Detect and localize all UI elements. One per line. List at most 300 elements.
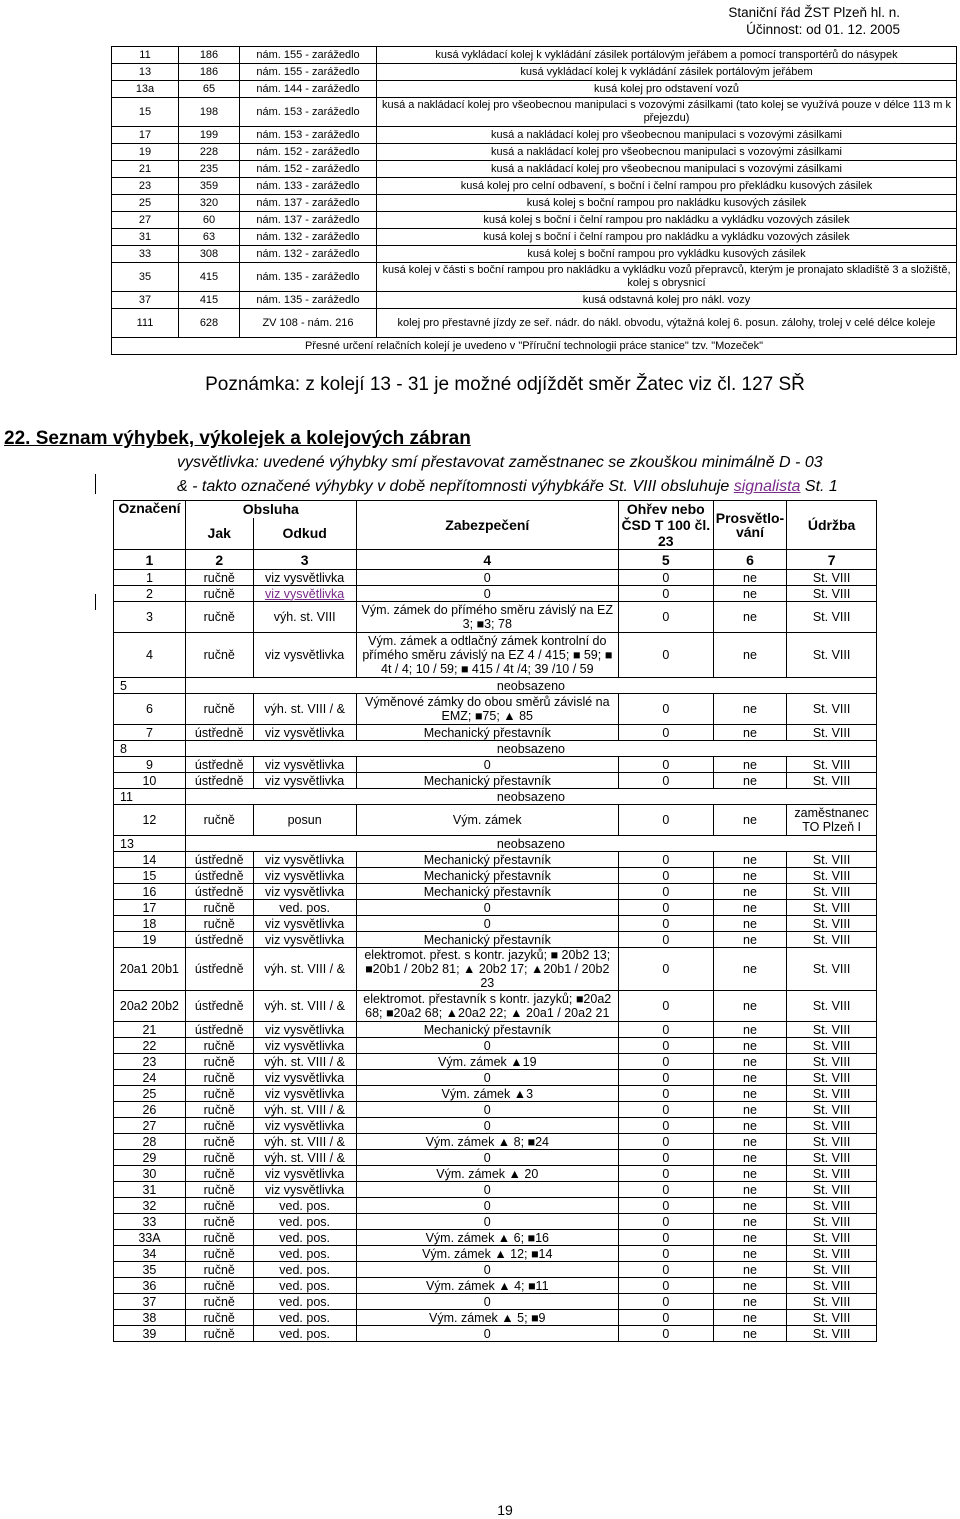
track-number: 19: [112, 144, 179, 161]
operation-from: viz vysvětlivka: [253, 868, 356, 884]
track-purpose: kusá a nakládací kolej pro všeobecnou manipulaci s vozovými zásilkami: [377, 144, 957, 161]
col-oznaceni: Označení: [114, 501, 186, 550]
lighting: ne: [713, 1326, 786, 1342]
maintenance: St. VIII: [787, 1326, 877, 1342]
operation-from: viz vysvětlivka: [253, 1118, 356, 1134]
lighting: ne: [713, 1310, 786, 1326]
lighting: ne: [713, 1070, 786, 1086]
track-length: 235: [179, 161, 240, 178]
lighting: ne: [713, 1102, 786, 1118]
interlocking: 0: [356, 1262, 618, 1278]
operation-from: ved. pos.: [253, 1294, 356, 1310]
col-udrzba: Údržba: [787, 501, 877, 550]
track-boundary: nám. 132 - zarážedlo: [240, 229, 377, 246]
operation-from: výh. st. VIII / &: [253, 991, 356, 1022]
track-length: 199: [179, 127, 240, 144]
track-number: 15: [112, 98, 179, 127]
maintenance: St. VIII: [787, 1182, 877, 1198]
maintenance: St. VIII: [787, 1166, 877, 1182]
track-boundary: nám. 133 - zarážedlo: [240, 178, 377, 195]
switches-table: [113, 500, 877, 1342]
switch-id: 23: [114, 1054, 186, 1070]
tracks-footer: Přesné určení relačních kolejí je uvedeno v "Příruční technologii práce stanice" tzv. "Mozeček": [112, 338, 957, 355]
operation-from: viz vysvětlivka: [253, 1022, 356, 1038]
switch-row: [114, 1310, 877, 1326]
interlocking: Mechanický přestavník: [356, 1022, 618, 1038]
maintenance: St. VIII: [787, 1086, 877, 1102]
interlocking: 0: [356, 1294, 618, 1310]
heating: 0: [618, 773, 713, 789]
operation-how: ručně: [185, 916, 253, 932]
lighting: ne: [713, 1038, 786, 1054]
heating: 0: [618, 694, 713, 725]
interlocking: 0: [356, 1070, 618, 1086]
header-effective-date: Účinnost: od 01. 12. 2005: [746, 22, 900, 37]
operation-from: výh. st. VIII / &: [253, 1102, 356, 1118]
signalista-link[interactable]: signalista: [733, 478, 801, 495]
operation-from: ved. pos.: [253, 1246, 356, 1262]
heating: 0: [618, 932, 713, 948]
track-row: [112, 229, 957, 246]
interlocking: Výměnové zámky do obou směrů závislé na EMZ; ■75; ▲ 85: [356, 694, 618, 725]
track-number: 11: [112, 47, 179, 64]
switch-row: [114, 1086, 877, 1102]
track-length: 63: [179, 229, 240, 246]
maintenance: St. VIII: [787, 1070, 877, 1086]
maintenance: St. VIII: [787, 1214, 877, 1230]
operation-how: ručně: [185, 694, 253, 725]
heating: 0: [618, 586, 713, 602]
heating: 0: [618, 1326, 713, 1342]
maintenance: St. VIII: [787, 868, 877, 884]
column-number: 5: [618, 550, 713, 570]
track-number: 37: [112, 292, 179, 309]
operation-from: ved. pos.: [253, 1214, 356, 1230]
heating: 0: [618, 1182, 713, 1198]
maintenance: St. VIII: [787, 1246, 877, 1262]
tracks-table: [111, 46, 957, 355]
switch-id: 4: [114, 633, 186, 678]
operation-from: viz vysvětlivka: [253, 725, 356, 741]
track-length: 415: [179, 263, 240, 292]
operation-from: výh. st. VIII: [253, 602, 356, 633]
interlocking: Vým. zámek ▲ 12; ■14: [356, 1246, 618, 1262]
operation-from: ved. pos.: [253, 1262, 356, 1278]
track-length: 186: [179, 64, 240, 81]
switch-id: 28: [114, 1134, 186, 1150]
track-number: 27: [112, 212, 179, 229]
track-purpose: kusá vykládací kolej k vykládání zásilek portálovým jeřábem: [377, 64, 957, 81]
maintenance: St. VIII: [787, 1230, 877, 1246]
heating: 0: [618, 570, 713, 586]
track-purpose: kusá a nakládací kolej pro všeobecnou manipulaci s vozovými zásilkami: [377, 127, 957, 144]
track-row: [112, 263, 957, 292]
maintenance: St. VIII: [787, 602, 877, 633]
column-number: 7: [787, 550, 877, 570]
track-boundary: nám. 152 - zarážedlo: [240, 161, 377, 178]
switch-row: [114, 932, 877, 948]
heating: 0: [618, 1262, 713, 1278]
track-purpose: kusá kolej s boční rampou pro nakládku kusových zásilek: [377, 195, 957, 212]
heating: 0: [618, 1102, 713, 1118]
switch-id: 20a2 20b2: [114, 991, 186, 1022]
interlocking: 0: [356, 1182, 618, 1198]
switch-id: 6: [114, 694, 186, 725]
heating: 0: [618, 1166, 713, 1182]
lighting: ne: [713, 852, 786, 868]
unoccupied-label: neobsazeno: [185, 741, 876, 757]
switch-id: 3: [114, 602, 186, 633]
track-row: [112, 212, 957, 229]
operation-from: výh. st. VIII / &: [253, 948, 356, 991]
heating: 0: [618, 852, 713, 868]
interlocking: Vým. zámek ▲ 6; ■16: [356, 1230, 618, 1246]
track-boundary: nám. 155 - zarážedlo: [240, 64, 377, 81]
operation-from: viz vysvětlivka: [253, 586, 356, 602]
change-bar: [95, 474, 96, 494]
switch-row: [114, 868, 877, 884]
lighting: ne: [713, 805, 786, 836]
track-boundary: nám. 153 - zarážedlo: [240, 98, 377, 127]
lighting: ne: [713, 1294, 786, 1310]
switch-id: 29: [114, 1150, 186, 1166]
track-number: 17: [112, 127, 179, 144]
switch-row: [114, 694, 877, 725]
switch-id: 26: [114, 1102, 186, 1118]
interlocking: Mechanický přestavník: [356, 932, 618, 948]
operation-how: ústředně: [185, 932, 253, 948]
switch-row: [114, 1326, 877, 1342]
interlocking: Vým. zámek do přímého směru závislý na EZ 3; ■3; 78: [356, 602, 618, 633]
operation-how: ručně: [185, 1310, 253, 1326]
track-purpose: kusá kolej s boční i čelní rampou pro nakládku a vykládku vozových zásilek: [377, 212, 957, 229]
operation-from: viz vysvětlivka: [253, 773, 356, 789]
switch-row: [114, 1278, 877, 1294]
operation-how: ústředně: [185, 757, 253, 773]
switch-id: 7: [114, 725, 186, 741]
interlocking: Vým. zámek ▲19: [356, 1054, 618, 1070]
operation-from: viz vysvětlivka: [253, 633, 356, 678]
heating: 0: [618, 757, 713, 773]
operation-how: ústředně: [185, 773, 253, 789]
heating: 0: [618, 884, 713, 900]
switch-row: [114, 1294, 877, 1310]
lighting: ne: [713, 725, 786, 741]
heating: 0: [618, 1086, 713, 1102]
lighting: ne: [713, 1054, 786, 1070]
heating: 0: [618, 1278, 713, 1294]
lighting: ne: [713, 570, 786, 586]
lighting: ne: [713, 1150, 786, 1166]
column-number: 2: [185, 550, 253, 570]
interlocking: elektromot. přest. s kontr. jazyků; ■ 20b2 13; ■20b1 / 20b2 81; ▲ 20b2 17; ▲20b1 / 20b2 23: [356, 948, 618, 991]
switch-id: 9: [114, 757, 186, 773]
lighting: ne: [713, 1246, 786, 1262]
operation-how: ručně: [185, 1230, 253, 1246]
heating: 0: [618, 1214, 713, 1230]
track-row: [112, 81, 957, 98]
operation-how: ručně: [185, 805, 253, 836]
track-purpose: kusá a nakládací kolej pro všeobecnou manipulaci s vozovými zásilkami (tato kolej se využívá pouze v délce 113 m k přejezdu): [377, 98, 957, 127]
lighting: ne: [713, 1022, 786, 1038]
track-number: 13a: [112, 81, 179, 98]
operation-how: ústředně: [185, 991, 253, 1022]
operation-from: posun: [253, 805, 356, 836]
lighting: ne: [713, 1118, 786, 1134]
track-boundary: nám. 135 - zarážedlo: [240, 263, 377, 292]
lighting: ne: [713, 1230, 786, 1246]
switch-id: 39: [114, 1326, 186, 1342]
column-number: 3: [253, 550, 356, 570]
heating: 0: [618, 805, 713, 836]
column-number: 1: [114, 550, 186, 570]
explanation-line-2: [177, 478, 838, 496]
maintenance: St. VIII: [787, 1278, 877, 1294]
track-number: 23: [112, 178, 179, 195]
operation-how: ručně: [185, 1038, 253, 1054]
lighting: ne: [713, 991, 786, 1022]
lighting: ne: [713, 1182, 786, 1198]
maintenance: St. VIII: [787, 1150, 877, 1166]
operation-from: viz vysvětlivka: [253, 757, 356, 773]
operation-from: ved. pos.: [253, 1198, 356, 1214]
maintenance: St. VIII: [787, 852, 877, 868]
track-number: 111: [112, 309, 179, 338]
col-prosvetlovani: Prosvětlo-vání: [713, 501, 786, 550]
interlocking: Vým. zámek ▲ 4; ■11: [356, 1278, 618, 1294]
maintenance: St. VIII: [787, 1294, 877, 1310]
track-row: [112, 292, 957, 309]
operation-how: ručně: [185, 602, 253, 633]
switch-row: [114, 991, 877, 1022]
maintenance: St. VIII: [787, 773, 877, 789]
operation-how: ručně: [185, 1182, 253, 1198]
track-boundary: nám. 137 - zarážedlo: [240, 212, 377, 229]
col-ohrev: Ohřev nebo ČSD T 100 čl. 23: [618, 501, 713, 550]
switch-row: [114, 884, 877, 900]
interlocking: Vým. zámek ▲3: [356, 1086, 618, 1102]
maintenance: St. VIII: [787, 948, 877, 991]
heating: 0: [618, 991, 713, 1022]
track-number: 35: [112, 263, 179, 292]
heating: 0: [618, 1246, 713, 1262]
switch-id: 35: [114, 1262, 186, 1278]
switch-id: 37: [114, 1294, 186, 1310]
heating: 0: [618, 1198, 713, 1214]
track-row: [112, 195, 957, 212]
lighting: ne: [713, 602, 786, 633]
track-row: [112, 246, 957, 263]
switch-row: [114, 570, 877, 586]
page-header: [728, 4, 900, 38]
heating: 0: [618, 1294, 713, 1310]
track-boundary: ZV 108 - nám. 216: [240, 309, 377, 338]
lighting: ne: [713, 586, 786, 602]
track-purpose: kusá kolej s boční rampou pro vykládku kusových zásilek: [377, 246, 957, 263]
maintenance: St. VIII: [787, 633, 877, 678]
switch-id: 33: [114, 1214, 186, 1230]
switch-row: [114, 1166, 877, 1182]
interlocking: Vým. zámek: [356, 805, 618, 836]
switch-id: 30: [114, 1166, 186, 1182]
maintenance: St. VIII: [787, 884, 877, 900]
interlocking: elektromot. přestavník s kontr. jazyků; ■20a2 68; ■20a2 68; ▲20a2 22; ▲ 20a1 / 20a2 21: [356, 991, 618, 1022]
operation-from: viz vysvětlivka: [253, 1166, 356, 1182]
heating: 0: [618, 1070, 713, 1086]
switch-row: [114, 789, 877, 805]
interlocking: 0: [356, 900, 618, 916]
change-bar: [95, 594, 96, 610]
switch-row: [114, 773, 877, 789]
switch-id: 10: [114, 773, 186, 789]
operation-how: ručně: [185, 1294, 253, 1310]
operation-how: ručně: [185, 1246, 253, 1262]
operation-how: ručně: [185, 1134, 253, 1150]
switch-id: 2: [114, 586, 186, 602]
switch-row: [114, 1054, 877, 1070]
operation-from: viz vysvětlivka: [253, 852, 356, 868]
switch-id: 15: [114, 868, 186, 884]
lighting: ne: [713, 757, 786, 773]
switch-id: 1: [114, 570, 186, 586]
track-row: [112, 161, 957, 178]
switch-row: [114, 1198, 877, 1214]
track-boundary: nám. 155 - zarážedlo: [240, 47, 377, 64]
maintenance: St. VIII: [787, 1118, 877, 1134]
operation-how: ručně: [185, 1150, 253, 1166]
maintenance: St. VIII: [787, 1022, 877, 1038]
switch-id: 8: [114, 741, 186, 757]
operation-how: ručně: [185, 900, 253, 916]
switch-id: 21: [114, 1022, 186, 1038]
note: Poznámka: z kolejí 13 - 31 je možné odjíždět směr Žatec viz čl. 127 SŘ: [205, 374, 805, 395]
track-row: [112, 47, 957, 64]
interlocking: 0: [356, 586, 618, 602]
switch-id: 32: [114, 1198, 186, 1214]
track-length: 628: [179, 309, 240, 338]
operation-from: výh. st. VIII / &: [253, 1134, 356, 1150]
maintenance: St. VIII: [787, 932, 877, 948]
heating: 0: [618, 948, 713, 991]
lighting: ne: [713, 884, 786, 900]
track-number: 31: [112, 229, 179, 246]
lighting: ne: [713, 1198, 786, 1214]
interlocking: 0: [356, 1102, 618, 1118]
operation-how: ústředně: [185, 1022, 253, 1038]
switch-row: [114, 1038, 877, 1054]
col-obsluha: Obsluha: [185, 501, 356, 518]
switch-id: 38: [114, 1310, 186, 1326]
switch-row: [114, 757, 877, 773]
interlocking: 0: [356, 757, 618, 773]
switch-row: [114, 805, 877, 836]
col-zabezpeceni: Zabezpečení: [356, 501, 618, 550]
heating: 0: [618, 1038, 713, 1054]
operation-how: ústředně: [185, 725, 253, 741]
interlocking: 0: [356, 916, 618, 932]
interlocking: 0: [356, 1326, 618, 1342]
interlocking: Vým. zámek ▲ 20: [356, 1166, 618, 1182]
switch-row: [114, 1134, 877, 1150]
track-boundary: nám. 132 - zarážedlo: [240, 246, 377, 263]
switch-id: 18: [114, 916, 186, 932]
operation-how: ručně: [185, 1214, 253, 1230]
track-number: 21: [112, 161, 179, 178]
heating: 0: [618, 725, 713, 741]
col-odkud: Odkud: [253, 518, 356, 550]
switch-row: [114, 1070, 877, 1086]
operation-from: ved. pos.: [253, 1278, 356, 1294]
track-length: 186: [179, 47, 240, 64]
interlocking: Vým. zámek ▲ 5; ■9: [356, 1310, 618, 1326]
interlocking: Mechanický přestavník: [356, 884, 618, 900]
lighting: ne: [713, 916, 786, 932]
lighting: ne: [713, 900, 786, 916]
switch-id: 24: [114, 1070, 186, 1086]
lighting: ne: [713, 1166, 786, 1182]
operation-from: ved. pos.: [253, 1310, 356, 1326]
heating: 0: [618, 602, 713, 633]
track-purpose: kusá kolej pro celní odbavení, s boční i čelní rampou pro překládku kusových zásilek: [377, 178, 957, 195]
heating: 0: [618, 633, 713, 678]
interlocking: Mechanický přestavník: [356, 852, 618, 868]
operation-how: ústředně: [185, 948, 253, 991]
switch-row: [114, 1022, 877, 1038]
track-boundary: nám. 153 - zarážedlo: [240, 127, 377, 144]
interlocking: 0: [356, 1118, 618, 1134]
track-purpose: kusá kolej s boční i čelní rampou pro nakládku a vykládku vozových zásilek: [377, 229, 957, 246]
operation-how: ručně: [185, 570, 253, 586]
interlocking: 0: [356, 570, 618, 586]
lighting: ne: [713, 773, 786, 789]
lighting: ne: [713, 932, 786, 948]
page-number: 19: [497, 1502, 513, 1518]
switch-id: 12: [114, 805, 186, 836]
maintenance: St. VIII: [787, 1102, 877, 1118]
track-boundary: nám. 152 - zarážedlo: [240, 144, 377, 161]
track-row: [112, 98, 957, 127]
interlocking: Vým. zámek a odtlačný zámek kontrolní do přímého směru závislý na EZ 4 / 415; ■ 59; ■ 4t / 4; 10 / 59; ■ 415 / 4t /4; 39 /10 / 59: [356, 633, 618, 678]
operation-from: výh. st. VIII / &: [253, 1150, 356, 1166]
operation-from: viz vysvětlivka: [253, 570, 356, 586]
lighting: ne: [713, 633, 786, 678]
maintenance: St. VIII: [787, 991, 877, 1022]
lighting: ne: [713, 1278, 786, 1294]
lighting: ne: [713, 1086, 786, 1102]
switch-row: [114, 916, 877, 932]
operation-from: viz vysvětlivka: [253, 1038, 356, 1054]
switch-id: 22: [114, 1038, 186, 1054]
interlocking: 0: [356, 1038, 618, 1054]
track-purpose: kusá kolej pro odstavení vozů: [377, 81, 957, 98]
maintenance: St. VIII: [787, 1310, 877, 1326]
maintenance: zaměstnanec TO Plzeň I: [787, 805, 877, 836]
track-row: [112, 144, 957, 161]
switch-row: [114, 1214, 877, 1230]
operation-from: ved. pos.: [253, 900, 356, 916]
maintenance: St. VIII: [787, 694, 877, 725]
switch-id: 11: [114, 789, 186, 805]
maintenance: St. VIII: [787, 1262, 877, 1278]
heating: 0: [618, 916, 713, 932]
track-row: [112, 309, 957, 338]
explanation-text: & - takto označené výhybky v době nepřítomnosti výhybkáře St. VIII obsluhuje: [177, 478, 734, 495]
track-number: 13: [112, 64, 179, 81]
heating: 0: [618, 1054, 713, 1070]
track-length: 198: [179, 98, 240, 127]
switch-row: [114, 900, 877, 916]
switch-row: [114, 1182, 877, 1198]
